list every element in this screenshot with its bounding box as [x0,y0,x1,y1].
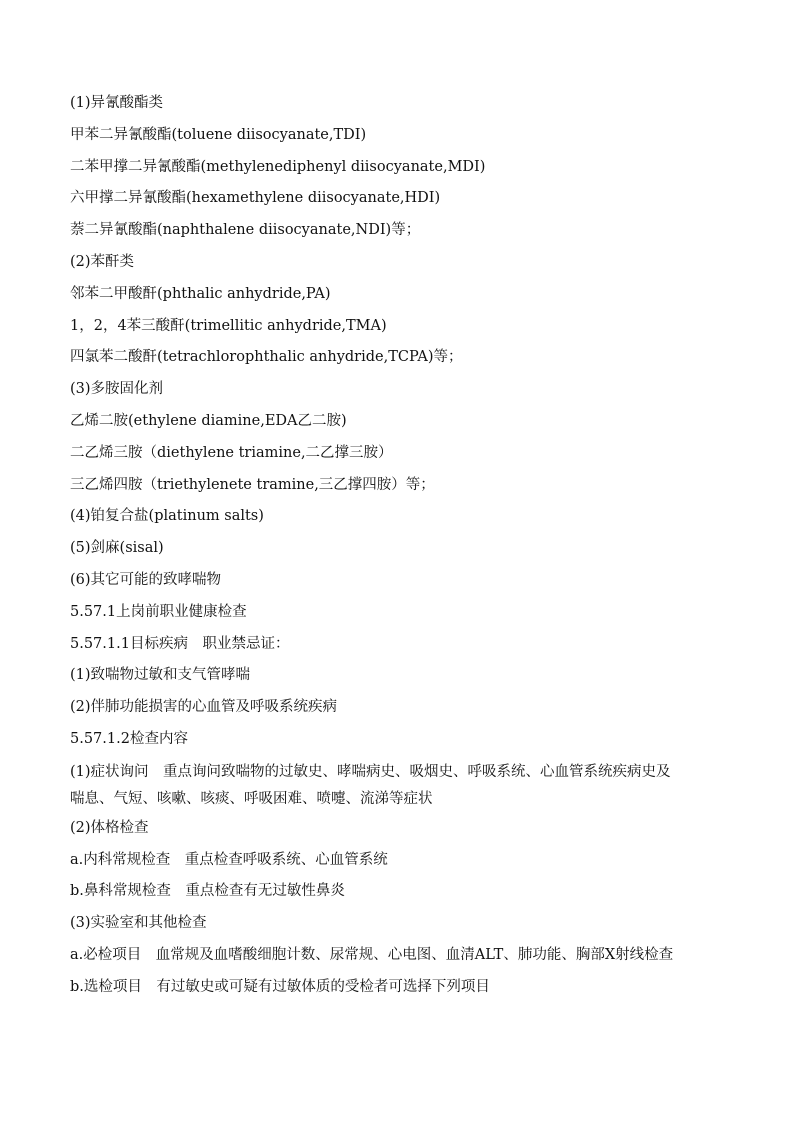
text-line: 喘息、气短、咳嗽、咳痰、呼吸困难、喷嚏、流涕等症状 [70,790,433,807]
text-line: 甲苯二异氰酸酯(toluene diisocyanate,TDI) [70,126,367,143]
heading-sisal: (5)剑麻(sisal) [70,540,164,557]
text-line: b.选检项目 有过敏史或可疑有过敏体质的受检者可选择下列项目 [70,978,490,995]
text-line: a.必检项目 血常规及血嗜酸细胞计数、尿常规、心电图、血清ALT、肺功能、胸部X射线检查 [70,946,674,963]
section-heading-pre-employment-exam: 5.57.1上岗前职业健康检查 [70,603,247,620]
text-line: (1)致喘物过敏和支气管哮喘 [70,667,251,684]
text-line: 六甲撑二异氰酸酯(hexamethylene diisocyanate,HDI) [70,190,441,207]
heading-polyamine-curing-agents: (3)多胺固化剂 [70,381,164,398]
text-line: 四氯苯二酸酐(tetrachlorophthalic anhydride,TCPA)等； [70,349,463,366]
heading-platinum-salts: (4)铂复合盐(platinum salts) [70,508,264,525]
heading-lab-exams: (3)实验室和其他检查 [70,915,207,932]
heading-anhydrides: (2)苯酐类 [70,253,135,270]
subsection-heading-target-diseases: 5.57.1.1目标疾病 职业禁忌证： [70,635,290,652]
heading-isocyanates: (1)异氰酸酯类 [70,95,164,111]
heading-physical-exam: (2)体格检查 [70,819,149,836]
text-line: (2)伴肺功能损害的心血管及呼吸系统疾病 [70,699,338,716]
text-line: 二苯甲撑二异氰酸酯(methylenediphenyl diisocyanate,MDI) [70,158,486,175]
text-line: a.内科常规检查 重点检查呼吸系统、心血管系统 [70,851,388,868]
text-line: 1，2，4苯三酸酐(trimellitic anhydride,TMA) [70,317,387,334]
heading-other-asthmagens: (6)其它可能的致哮喘物 [70,571,222,588]
text-line: 三乙烯四胺（triethylenete tramine,三乙撑四胺）等； [70,476,435,493]
text-line: 邻苯二甲酸酐(phthalic anhydride,PA) [70,285,331,302]
subsection-heading-exam-content: 5.57.1.2检查内容 [70,730,188,747]
text-line: 乙烯二胺(ethylene diamine,EDA乙二胺) [70,412,347,429]
text-line: b.鼻科常规检查 重点检查有无过敏性鼻炎 [70,883,345,900]
text-line: (1)症状询问 重点询问致喘物的过敏史、哮喘病史、吸烟史、呼吸系统、心血管系统疾病史及 [70,763,671,780]
document-body [70,88,740,1004]
text-line: 二乙烯三胺（diethylene triamine,二乙撑三胺） [70,444,393,461]
text-line: 萘二异氰酸酯(naphthalene diisocyanate,NDI)等； [70,222,421,239]
